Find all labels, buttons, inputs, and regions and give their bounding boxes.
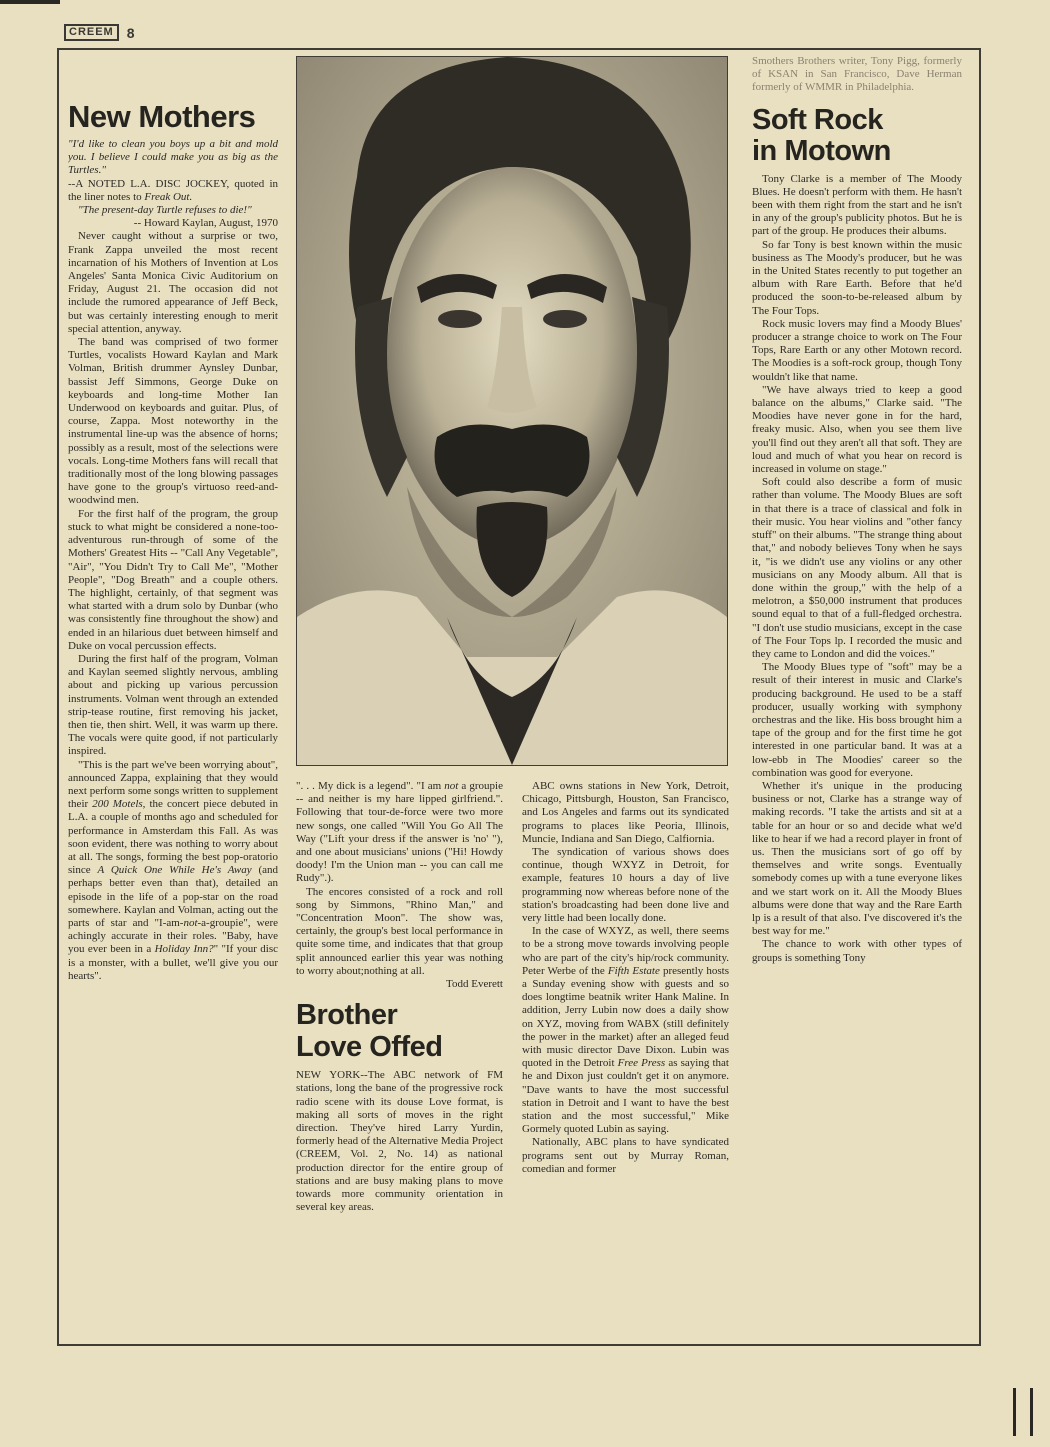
paragraph: The encores consisted of a rock and roll song by Simmons, "Rhino Man," and "Concentration Moon". The show was, certainly, the group's best local performance in quite some time, and indicates that that group split announced earlier this year was nothing to worry about;nothing at all. (296, 885, 503, 977)
paragraph: The Moody Blues type of "soft" may be a result of their interest in music and Clarke's producing background. He used to be a staff producer, usually working with symphony orchestras and the like. His boss brought him a tape of the group and for the first time he got interested in one particular band. It was at a low-ebb in The Moodies' career so the combination was good for everyone. (752, 661, 962, 779)
paragraph: The band was comprised of two former Turtles, vocalists Howard Kaylan and Mark Volman, British drummer Aynsley Dunbar, bassist Jeff Simmons, George Duke on keyboards and long-time Mother Ian Underwood on keyboards and guitar. Plus, of course, Zappa. Most noteworthy in the instrumental line-up was the absence of horns; possibly as a result, most of the selections were vocals. Long-time Mothers fans will recall that traditionally most of the long blowing passages have gone to the group's virtuoso reed-and-woodwind men. (68, 336, 278, 507)
paragraph: The chance to work with other types of groups is something Tony (752, 938, 962, 964)
epigraph-1-attribution: --A NOTED L.A. DISC JOCKEY, quoted in the liner notes to Freak Out. (68, 177, 278, 203)
headline-new-mothers: New Mothers (68, 100, 256, 134)
author-credit: Todd Everett (446, 978, 503, 991)
epigraph-2-attribution: -- Howard Kaylan, August, 1970 (133, 217, 278, 230)
paragraph: In the case of WXYZ, as well, there seems to be a strong move towards involving people who are part of the city's hip/rock community. Peter Werbe of the Fifth Estate presently hosts a Sunday evening show with guests and so does longtime beatnik writer Hank Maline. In addition, Jerry Lubin now does a daily show on XYZ, moving from WABX (still definitely the power in the market) after an alleged feud with music director Dave Dixon. Lubin was quoted in the Detroit Free Press as saying that he and Dixon just couldn't get it on anymore. "Dave wants to have the most successful station in Detroit and I want to have the best station and the most successful," Mike Gormely quoted Lubin as saying. (522, 925, 729, 1136)
paragraph: "We have always tried to keep a good balance on the albums," Clarke said. "The Moodies have never gone in for the hard, freaky music. Also, when you see them live you'll find out they aren't all that soft. They are loud and much of what you hear on record is increased in volume on stage." (752, 383, 962, 476)
headline-brother-love-offed: Brother Love Offed (296, 999, 443, 1064)
paragraph: For the first half of the program, the group stuck to what might be considered a none-too-adventurous run-through of some of the Mothers' Greatest Hits -- "Call Any Vegetable", "Air", "You Didn't Try to Call Me", "Mother People", "Dog Breath" and a couple others. The highlight, certainly, of that segment was what started with a drum solo by Dunbar (who was consistently fine throughout the show) and ended in an hilarious duet between himself and Duke on vocal percussion effects. (68, 507, 278, 652)
column-new-mothers (68, 100, 278, 1340)
paragraph: Tony Clarke is a member of The Moody Blues. He doesn't perform with them. He hasn't been with them right from the start and he isn't in any of the group's publicity photos. But he is part of the group. He produces their albums. (752, 172, 962, 238)
paragraph: Soft could also describe a form of music rather than volume. The Moody Blues are soft in that there is a trace of classical and folk in their music. You hear violins and "other fancy stuff" on their albums. "The strange thing about that," and nobody believes Tony when he says it, "is we didn't use any violins or any other musicians on any Moody album. All that is done within the group," with the help of a melotron, a $50,000 instrument that produces sound equal to that of a full-fledged orchestra. "I don't use studio musicians, except in the case of The Four Tops lp. I recorded the music and they came to London and did the voices." (752, 476, 962, 660)
paragraph: ". . . My dick is a legend". "I am not a groupie -- and neither is my hare lipped girlfriend.". Following that tour-de-force were two more new songs, one called "Will You Go All The Way ("Lift your dress if the answer is 'no' "), and one about musicians' unions ("Hi! Howdy doody! I'm the Union man -- you can call me Rudy".). (296, 780, 503, 885)
paragraph: ABC owns stations in New York, Detroit, Chicago, Pittsburgh, Houston, San Francisco, and Los Angeles and farms out its syndicated programs to places like Peoria, Illinois, Muncie, Indiana and San Diego, Calfiornia. (522, 780, 729, 845)
page-number: 8 (126, 24, 135, 41)
paragraph: "This is the part we've been worrying about", announced Zappa, explaining that they would next perform some songs written to supplement their 200 Motels, the concert piece debuted in L.A. a couple of months ago and scheduled for performance in Amsterdam this Fall. As was soon evident, there was nothing to worry about at all. The songs, forming the best pop-oratorio since A Quick One While He's Away (and perhaps better even than that), detailed an episode in the life of a pop-star on the road somewhere. Kaylan and Volman, acting out the parts of star and "I-am-not-a-groupie", were achingly accurate in their roles. "Baby, have you ever been in a Holiday Inn?" "If your disc is a monster, with a bullet, we'll give you our hearts". (68, 758, 278, 982)
paragraph: So far Tony is best known within the music business as The Moody's producer, but he was in the United States recently to put together an album with Rare Earth. Before that he'd produced the soon-to-be-released album by The Four Tops. (752, 238, 962, 317)
portrait-photo-icon (297, 57, 727, 765)
column-3 (522, 780, 729, 1340)
paragraph: Whether it's unique in the producing business or not, Clarke has a strange way of making records. "I take the artists and sit at a table for an hour or so and decide what we'd like to hear if we had a record player in front of us. Then the musicians sort of go off by themselves and write songs. Eventually somebody comes up with a tune everyone likes and we start work on it. All the Moody Blues albums were done that way and the Rare Earth lp is a result of that also. I've discovered it's the best way for me." (752, 779, 962, 938)
paragraph: Nationally, ABC plans to have syndicated programs sent out by Murray Roman, comedian and former (522, 1136, 729, 1175)
paragraph-continued: Smothers Brothers writer, Tony Pigg, formerly of KSAN in San Francisco, Dave Herman formerly of WMMR in Philadelphia. (752, 55, 962, 94)
paragraph: Never caught without a surprise or two, Frank Zappa unveiled the most recent incarnation of his Mothers of Invention at Los Angeles' Santa Monica Civic Auditorium on Friday, August 21. The occasion did not include the rumored appearance of Jeff Beck, but was certainly interesting enough to merit special attention, anyway. (68, 230, 278, 335)
portrait-photo (296, 56, 728, 766)
headline-soft-rock-in-motown: Soft Rock in Motown (752, 103, 891, 167)
column-2 (296, 780, 503, 1340)
epigraph-2: "The present-day Turtle refuses to die!" (78, 204, 252, 217)
binding-mark (1013, 1388, 1016, 1436)
paragraph: Rock music lovers may find a Moody Blues' producer a strange choice to work on The Four Tops, Rare Earth or any other Motown record. The Moodies is a soft-rock group, though Tony wouldn't like that name. (752, 317, 962, 383)
paragraph: The syndication of various shows does continue, though WXYZ in Detroit, for example, features 10 hours a day of live programming now whereas before none of the station's broadcasting had been done live and very little had been locally done. (522, 846, 729, 925)
paragraph: During the first half of the program, Volman and Kaylan seemed slightly nervous, ambling about and picking up various percussion instruments. Volman went through an extended strip-tease routine, first removing his jacket, then tie, then shirt. Well, it was warm up there. The vocals were quite good, if not particularly inspired. (68, 652, 278, 758)
epigraph-1: "I'd like to clean you boys up a bit and mold you. I believe I could make you as big as the Turtles." (68, 138, 278, 177)
binding-mark (1030, 1388, 1033, 1436)
page-header (64, 24, 135, 41)
creem-logo: CREEM (64, 24, 119, 41)
paragraph: NEW YORK--The ABC network of FM stations, long the bane of the progressive rock radio scene with its douse Love format, is making all sorts of moves in the right direction. They've hired Larry Yurdin, formerly head of the Alternative Media Project (CREEM, Vol. 2, No. 14) as national production director for the entire group of stations and are busy making plans to move towards more community orientation in several key areas. (296, 1069, 503, 1214)
column-soft-rock (752, 55, 962, 1340)
top-edge-bar (0, 0, 60, 4)
